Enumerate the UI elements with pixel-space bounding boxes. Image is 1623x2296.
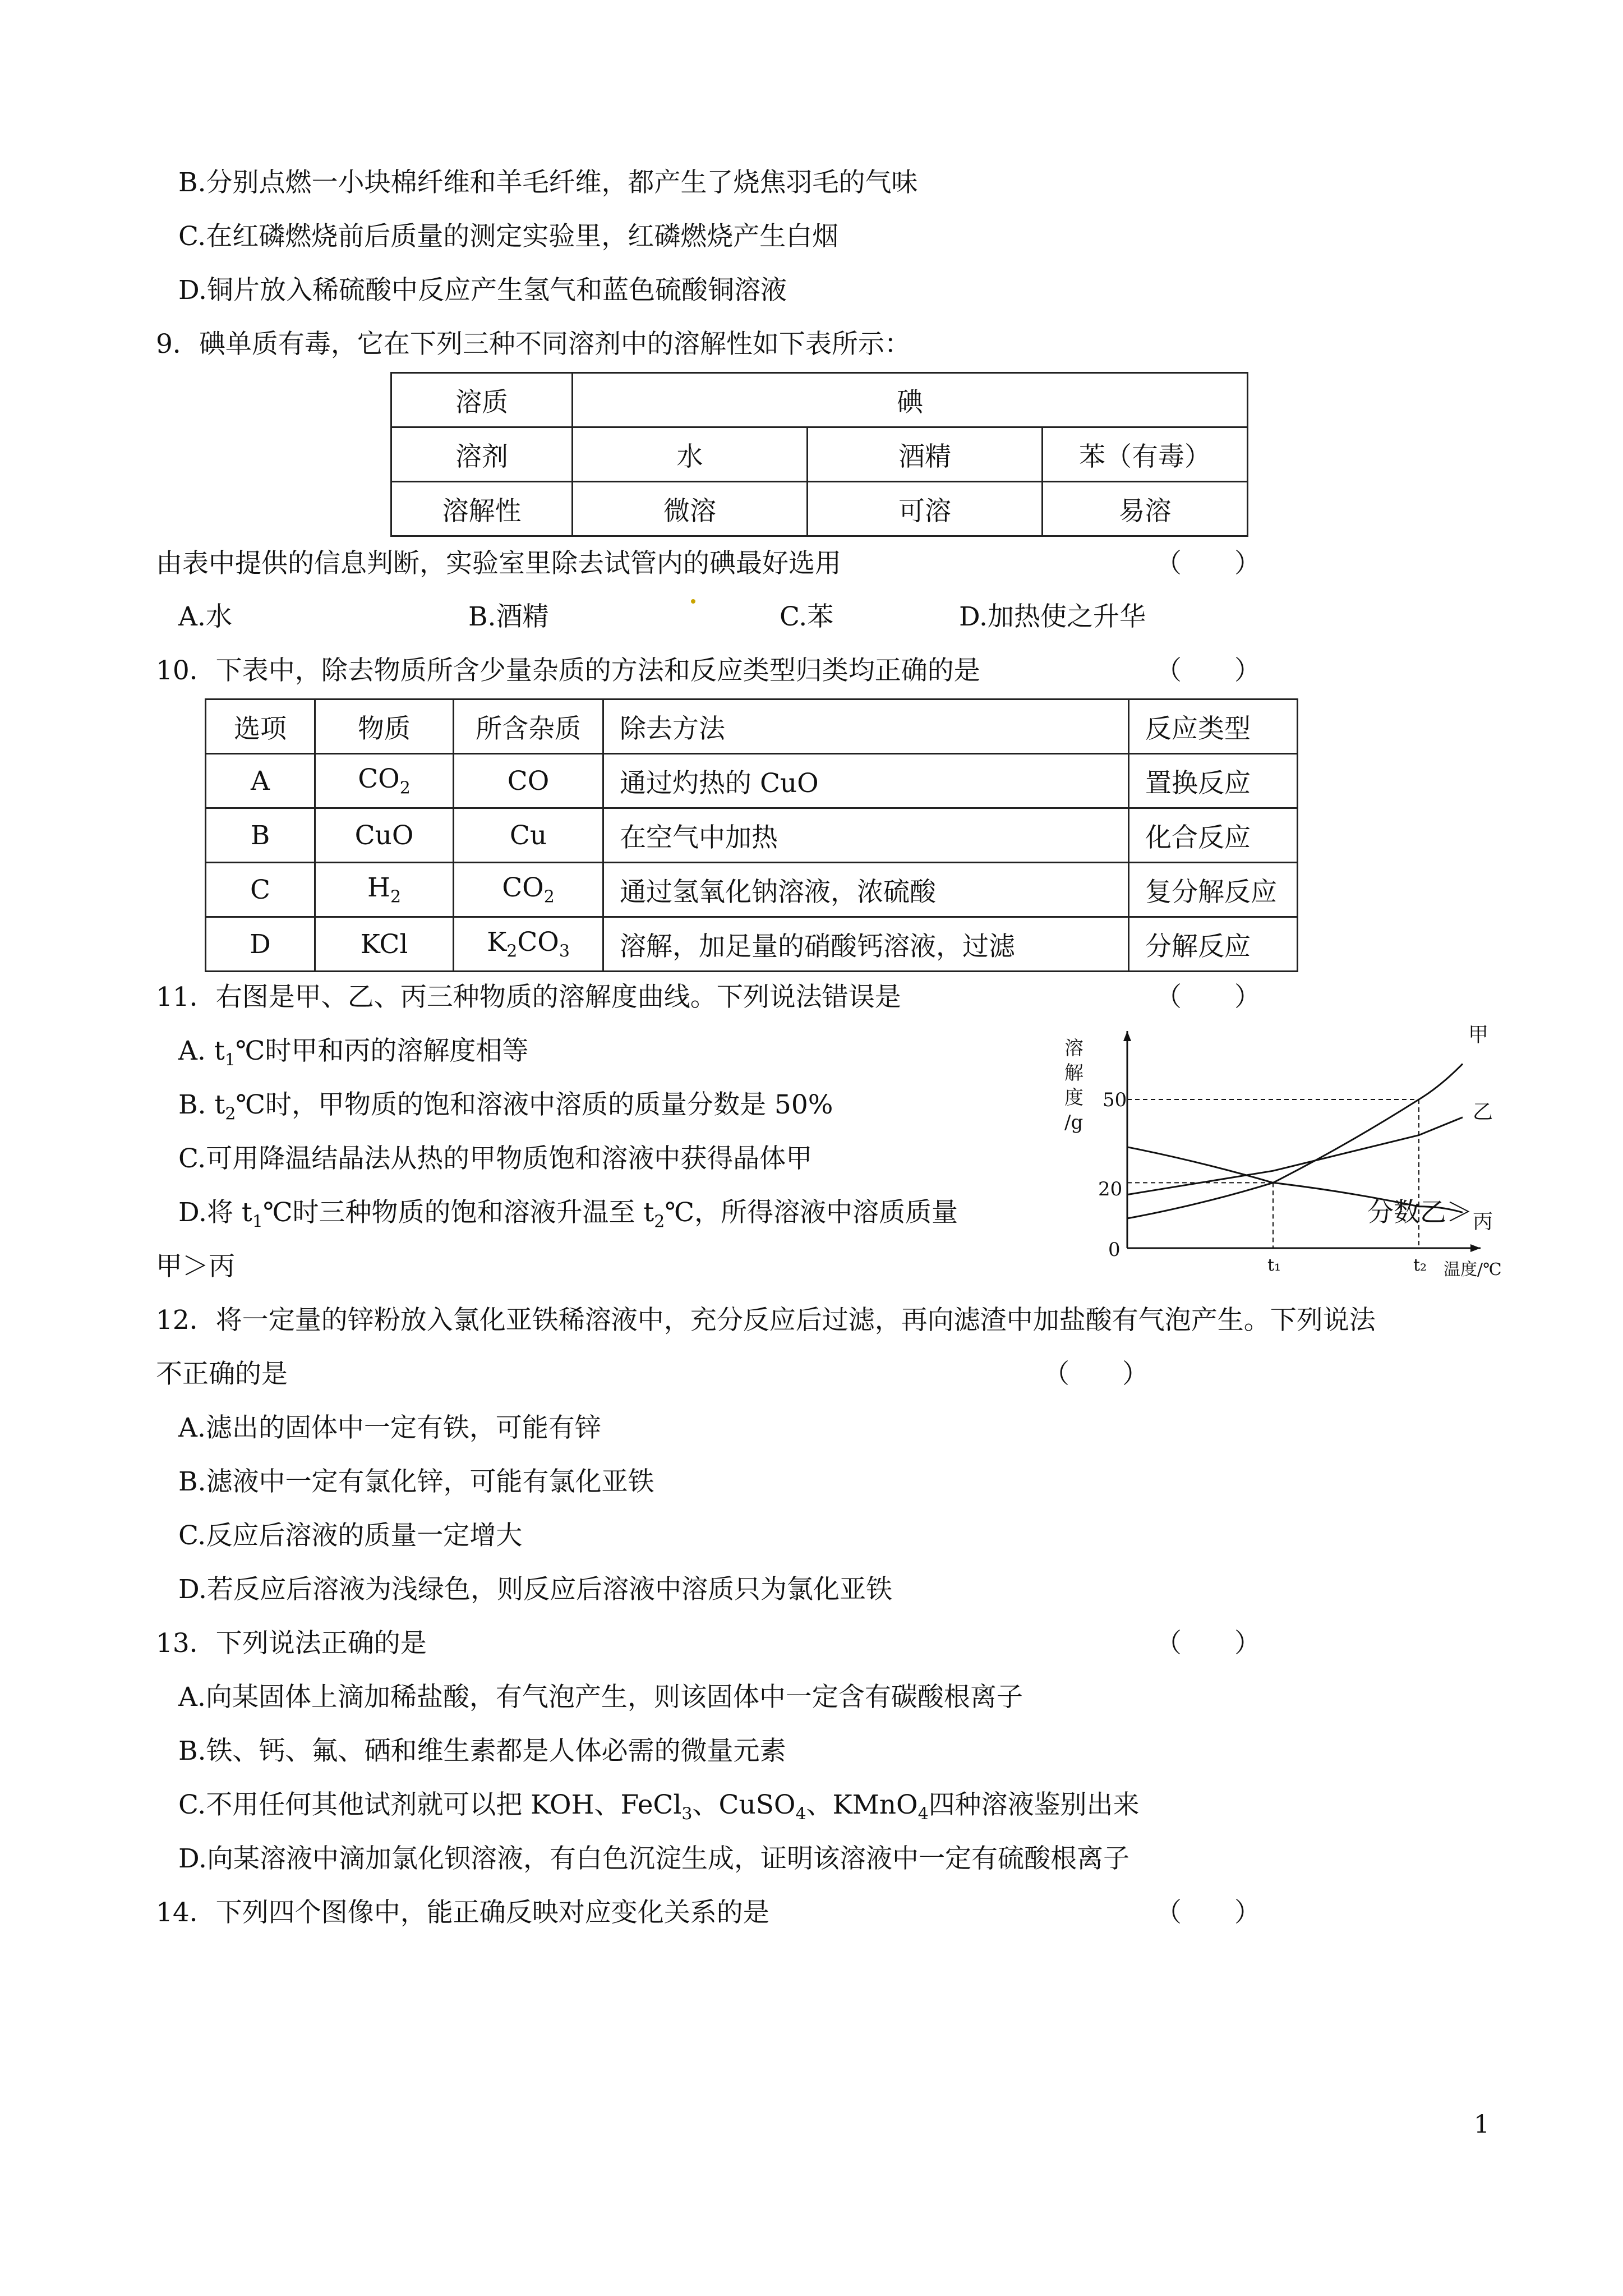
table-cell: CO — [454, 754, 603, 808]
table-cell: 易溶 — [1043, 482, 1248, 536]
q9-option-a: A.水 — [178, 601, 232, 632]
x-axis-arrow — [1470, 1244, 1481, 1252]
page-number: 1 — [1474, 2110, 1490, 2139]
table-row — [391, 482, 1248, 536]
q12-option-c: C.反应后溶液的质量一定增大 — [178, 1520, 523, 1551]
q8-option-b: B.分别点燃一小块棉纤维和羊毛纤维，都产生了烧焦羽毛的气味 — [178, 167, 918, 198]
table-cell: 酒精 — [808, 427, 1043, 482]
table-cell: B — [206, 808, 315, 863]
q11-option-a: A. $t_1℃$时甲和丙的溶解度相等 — [178, 1036, 529, 1070]
q12-option-b: B.滤液中一定有氯化锌，可能有氯化亚铁 — [178, 1466, 654, 1497]
curve-1 — [1127, 1064, 1463, 1218]
table-row — [391, 427, 1248, 482]
q11-option-c: C.可用降温结晶法从热的甲物质饱和溶液中获得晶体甲 — [178, 1143, 813, 1174]
answer-paren: （ ） — [1155, 982, 1261, 1013]
q9-option-b: B.酒精 — [468, 601, 549, 632]
table-header: 所含杂质 — [454, 700, 603, 754]
table-cell: Cu — [454, 808, 603, 863]
x-axis-label: 温度/℃ — [1444, 1260, 1502, 1280]
q12-stem-line2: 不正确的是 — [156, 1359, 288, 1389]
curve-3 — [1127, 1147, 1463, 1213]
solubility-table — [390, 372, 1248, 537]
table-row — [391, 373, 1248, 427]
q9-option-d: D.加热使之升华 — [959, 601, 1146, 632]
table-cell: CuO — [315, 808, 454, 863]
series-label: 乙 — [1473, 1100, 1493, 1124]
q9-stem: 9．碘单质有毒，它在下列三种不同溶剂中的溶解性如下表所示： — [156, 329, 911, 360]
q8-option-c: C.在红磷燃烧前后质量的测定实验里，红磷燃烧产生白烟 — [178, 221, 839, 252]
table-cell: 苯（有毒） — [1043, 427, 1248, 482]
table-row — [206, 808, 1298, 863]
x-tick-label: t₁ — [1267, 1255, 1281, 1275]
table-cell: 在空气中加热 — [603, 808, 1129, 863]
answer-paren: （ ） — [1155, 548, 1261, 579]
series-label: 甲 — [1468, 1023, 1489, 1047]
y-axis-label: 溶 — [1064, 1037, 1083, 1060]
q11-option-d-tail: 分数乙＞ — [1367, 1197, 1473, 1228]
table-cell: 溶解，加足量的硝酸钙溶液，过滤 — [603, 917, 1129, 972]
impurity-table — [205, 698, 1298, 972]
answer-paren: （ ） — [1155, 1628, 1261, 1659]
table-cell: 水 — [573, 427, 808, 482]
table-cell: 溶解性 — [391, 482, 573, 536]
q11-option-b: B. $t_2℃$时，甲物质的饱和溶液中溶质的质量分数是 50% — [178, 1089, 833, 1124]
q9-option-c: C.苯 — [780, 601, 834, 632]
q13-option-c: C.不用任何其他试剂就可以把 KOH、FeCl$_3$、CuSO$_4$、KMnO$_4$四种溶液鉴别出来 — [178, 1789, 1140, 1824]
table-cell: $H_2$ — [315, 863, 454, 917]
table-cell: 微溶 — [573, 482, 808, 536]
table-row — [206, 700, 1298, 754]
table-row — [206, 917, 1298, 972]
table-cell: C — [206, 863, 315, 917]
table-row — [206, 754, 1298, 808]
stray-dot — [691, 599, 695, 604]
x-tick-label: t₂ — [1413, 1255, 1427, 1275]
q10-stem: 10．下表中，除去物质所含少量杂质的方法和反应类型归类均正确的是 — [156, 655, 980, 686]
table-cell: 置换反应 — [1129, 754, 1298, 808]
table-cell: 通过氢氧化钠溶液，浓硫酸 — [603, 863, 1129, 917]
q8-option-d: D.铜片放入稀硫酸中反应产生氢气和蓝色硫酸铜溶液 — [178, 275, 787, 306]
q12-option-a: A.滤出的固体中一定有铁，可能有锌 — [178, 1412, 601, 1443]
q9-question: 由表中提供的信息判断，实验室里除去试管内的碘最好选用 — [156, 548, 841, 579]
q14-stem: 14．下列四个图像中，能正确反映对应变化关系的是 — [156, 1897, 769, 1928]
table-cell: 分解反应 — [1129, 917, 1298, 972]
y-axis-label: 度 — [1064, 1087, 1083, 1109]
y-axis-arrow — [1123, 1031, 1131, 1041]
series-label: 丙 — [1473, 1210, 1493, 1234]
table-cell: 碘 — [573, 373, 1248, 427]
y-axis-label: /g — [1064, 1111, 1083, 1134]
q11-stem: 11．右图是甲、乙、丙三种物质的溶解度曲线。下列说法错误是 — [156, 982, 901, 1013]
q13-stem: 13．下列说法正确的是 — [156, 1628, 427, 1659]
q13-option-b: B.铁、钙、氟、硒和维生素都是人体必需的微量元素 — [178, 1736, 786, 1766]
table-cell: $CO_2$ — [315, 754, 454, 808]
q13-option-a: A.向某固体上滴加稀盐酸，有气泡产生，则该固体中一定含有碳酸根离子 — [178, 1682, 1023, 1713]
q11-option-d-line2: 甲＞丙 — [156, 1251, 235, 1282]
answer-paren: （ ） — [1155, 1897, 1261, 1928]
table-cell: $K_2CO_3$ — [454, 917, 603, 972]
q13-option-d: D.向某溶液中滴加氯化钡溶液，有白色沉淀生成，证明该溶液中一定有硫酸根离子 — [178, 1843, 1129, 1874]
table-cell: 通过灼热的 CuO — [603, 754, 1129, 808]
answer-paren: （ ） — [1155, 655, 1261, 686]
y-tick-label: 20 — [1098, 1178, 1123, 1200]
table-header: 物质 — [315, 700, 454, 754]
answer-paren: （ ） — [1043, 1359, 1149, 1389]
table-cell: D — [206, 917, 315, 972]
y-tick-label: 50 — [1103, 1089, 1127, 1111]
table-cell: KCl — [315, 917, 454, 972]
q12-option-d: D.若反应后溶液为浅绿色，则反应后溶液中溶质只为氯化亚铁 — [178, 1574, 892, 1605]
table-header: 除去方法 — [603, 700, 1129, 754]
table-cell: 复分解反应 — [1129, 863, 1298, 917]
table-header: 选项 — [206, 700, 315, 754]
table-header: 反应类型 — [1129, 700, 1298, 754]
q11-option-d: D.将 $t_1℃$时三种物质的饱和溶液升温至 $t_2℃$，所得溶液中溶质质量 — [178, 1197, 958, 1232]
y-tick-label: 0 — [1108, 1239, 1121, 1261]
y-axis-label: 解 — [1064, 1062, 1083, 1084]
solubility-chart — [1054, 1021, 1503, 1290]
table-cell: 可溶 — [808, 482, 1043, 536]
table-cell: 溶质 — [391, 373, 573, 427]
table-row — [206, 863, 1298, 917]
q12-stem-line1: 12．将一定量的锌粉放入氯化亚铁稀溶液中，充分反应后过滤，再向滤渣中加盐酸有气泡产生。下列说法 — [156, 1305, 1376, 1336]
solubility-chart-svg — [1054, 1021, 1503, 1290]
table-cell: 化合反应 — [1129, 808, 1298, 863]
table-cell: $CO_2$ — [454, 863, 603, 917]
table-cell: 溶剂 — [391, 427, 573, 482]
table-cell: A — [206, 754, 315, 808]
